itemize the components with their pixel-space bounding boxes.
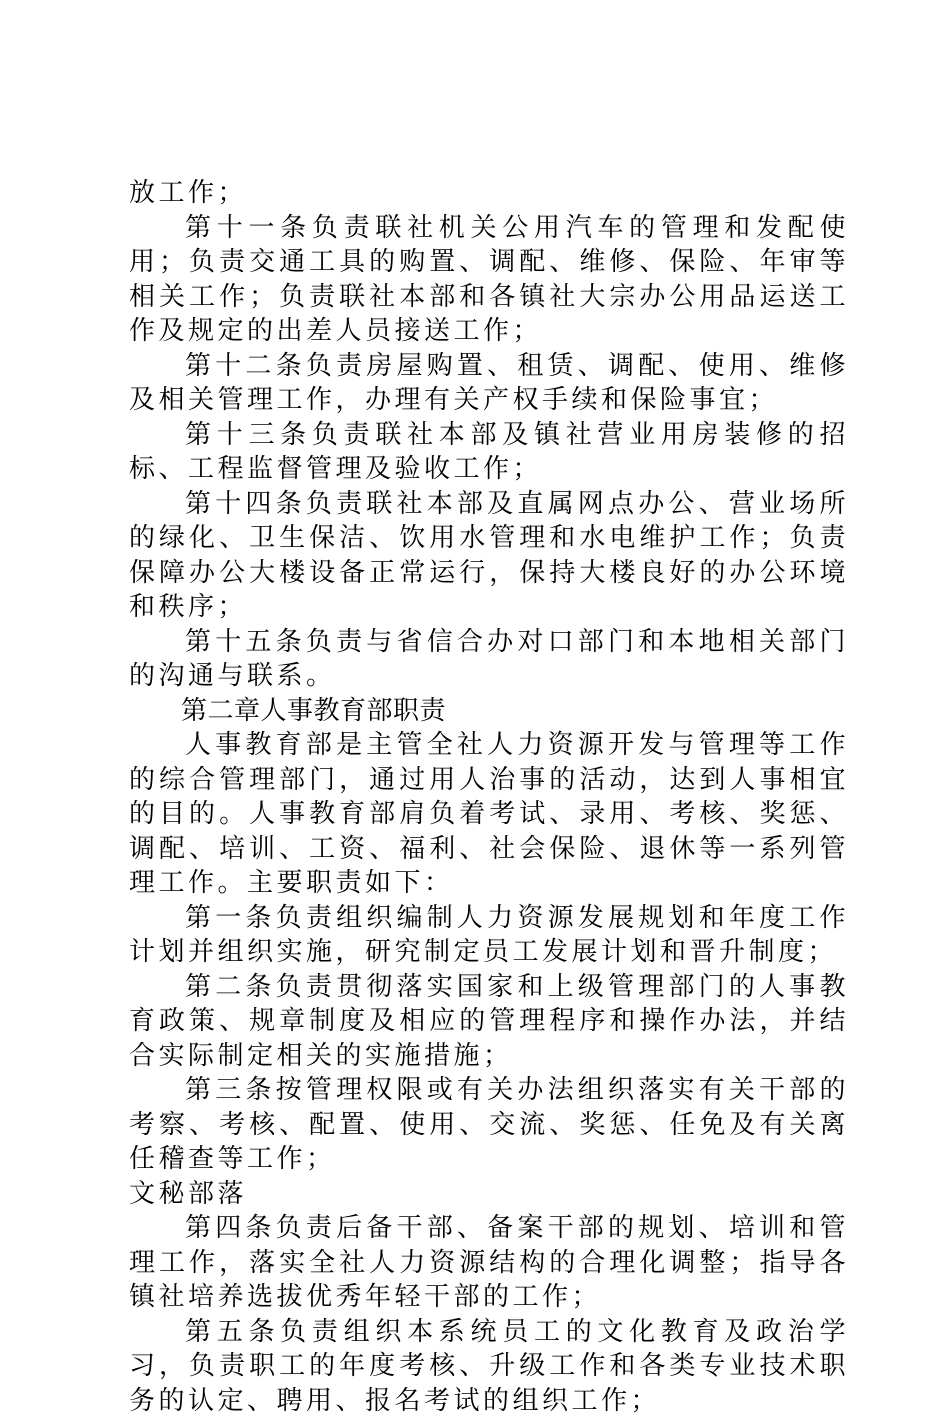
paragraph-continuation: 放工作； — [129, 176, 849, 211]
article-11: 第十一条负责联社机关公用汽车的管理和发配使用；负责交通工具的购置、调配、维修、保险、年审等相关工作；负责联社本部和各镇社大宗办公用品运送工作及规定的出差人员接送工作； — [129, 211, 849, 349]
article-1: 第一条负责组织编制人力资源发展规划和年度工作计划并组织实施，研究制定员工发展计划和晋升制度； — [129, 901, 849, 970]
article-12: 第十二条负责房屋购置、租赁、调配、使用、维修及相关管理工作，办理有关产权手续和保险事宜； — [129, 349, 849, 418]
article-5: 第五条负责组织本系统员工的文化教育及政治学习，负责职工的年度考核、升级工作和各类专业技术职务的认定、聘用、报名考试的组织工作； — [129, 1315, 849, 1418]
article-13: 第十三条负责联社本部及镇社营业用房装修的招标、工程监督管理及验收工作； — [129, 418, 849, 487]
article-3: 第三条按管理权限或有关办法组织落实有关干部的考察、考核、配置、使用、交流、奖惩、任免及有关离任稽查等工作； — [129, 1073, 849, 1177]
document-body — [129, 176, 849, 1418]
watermark-text: 文秘部落 — [129, 1177, 849, 1212]
chapter-2-intro: 人事教育部是主管全社人力资源开发与管理等工作的综合管理部门，通过用人治事的活动，达到人事相宜的目的。人事教育部肩负着考试、录用、考核、奖惩、调配、培训、工资、福利、社会保险、退休等一系列管理工作。主要职责如下： — [129, 728, 849, 901]
chapter-2-heading: 第二章人事教育部职责 — [129, 694, 849, 729]
article-2: 第二条负责贯彻落实国家和上级管理部门的人事教育政策、规章制度及相应的管理程序和操作办法，并结合实际制定相关的实施措施； — [129, 970, 849, 1074]
article-4: 第四条负责后备干部、备案干部的规划、培训和管理工作，落实全社人力资源结构的合理化调整；指导各镇社培养选拔优秀年轻干部的工作； — [129, 1211, 849, 1315]
article-14: 第十四条负责联社本部及直属网点办公、营业场所的绿化、卫生保洁、饮用水管理和水电维护工作；负责保障办公大楼设备正常运行，保持大楼良好的办公环境和秩序； — [129, 487, 849, 625]
article-15: 第十五条负责与省信合办对口部门和本地相关部门的沟通与联系。 — [129, 625, 849, 694]
